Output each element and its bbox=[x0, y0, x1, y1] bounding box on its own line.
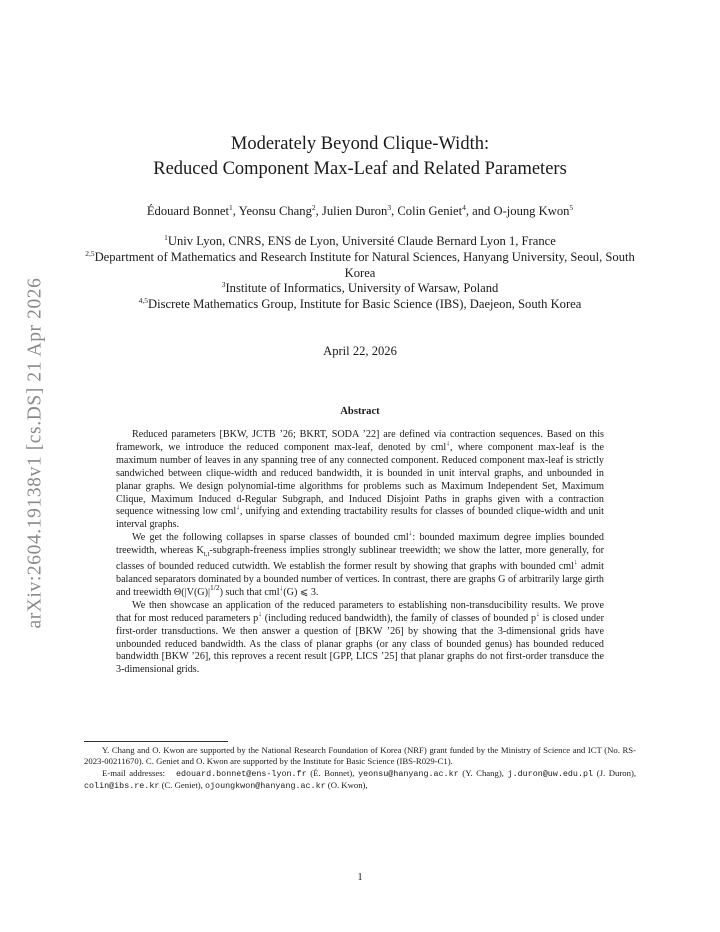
reduced-arrow: ↓ bbox=[574, 557, 578, 567]
author-affil-mark: 5 bbox=[569, 203, 574, 212]
footnote bbox=[84, 745, 636, 793]
email-owner: (É. Bonnet), bbox=[310, 767, 355, 778]
reduced-arrow: ↓ bbox=[258, 608, 262, 618]
email-owner: (J. Duron), bbox=[596, 767, 637, 778]
abstract-text: Reduced parameters [BKW, JCTB ’26; BKRT, SODA ’22] are defined via contraction sequences. Based on this framework, we introduce the reduced component max-leaf, denoted by cml bbox=[116, 429, 604, 453]
abstract-text: We then showcase an application of the reduced parameters to establishing non-transducibility results. We prove that for most reduced parameters p bbox=[116, 599, 604, 624]
exponent: 1/2 bbox=[210, 582, 220, 592]
abstract-text: -subgraph-freeness implies strongly sublinear treewidth; we show the latter, more generally, for classes of bounded reduced cutwidth. We establish the former result by showing that graphs with bounded cml bbox=[116, 545, 605, 573]
author-affil-mark: 4 bbox=[462, 203, 466, 212]
reduced-arrow: ↓ bbox=[536, 608, 540, 618]
affiliation-text: Institute of Informatics, University of Warsaw, Poland bbox=[225, 281, 499, 296]
paper-title-line-1: Moderately Beyond Clique-Width: bbox=[230, 134, 490, 154]
author-separator: , and bbox=[465, 204, 494, 218]
affiliation-text: Univ Lyon, CNRS, ENS de Lyon, Université Claude Bernard Lyon 1, France bbox=[167, 234, 556, 248]
affiliation-mark: 1 bbox=[164, 233, 168, 242]
reduced-arrow: ↓ bbox=[446, 437, 450, 447]
abstract-text: admit balanced separators dominated by a bounded number of vertices. In contrast, there are graphs G of arbitrarily large girth and treewidth Θ(|V(G)| bbox=[116, 561, 604, 598]
footnote-emails bbox=[84, 768, 636, 793]
affiliation-mark: 4,5 bbox=[138, 296, 149, 306]
author-affil-mark: 3 bbox=[387, 203, 392, 212]
affiliation bbox=[84, 250, 636, 282]
email-link[interactable]: ojoungkwon@hanyang.ac.kr bbox=[205, 781, 326, 792]
paper-date: April 22, 2026 bbox=[323, 344, 397, 358]
affiliation-text: Discrete Mathematics Group, Institute for Basic Science (IBS), Daejeon, South Korea bbox=[148, 297, 582, 312]
author-name: Yeonsu Chang bbox=[238, 204, 312, 218]
reduced-arrow: ↓ bbox=[279, 582, 284, 592]
email-link[interactable]: j.duron@uw.edu.pl bbox=[507, 768, 594, 779]
abstract-paragraph bbox=[116, 600, 604, 677]
author-name: Colin Geniet bbox=[397, 204, 463, 218]
abstract-text: (G) ⩽ 3. bbox=[283, 586, 319, 598]
abstract-text: ) such that cml bbox=[219, 586, 280, 598]
affiliation bbox=[84, 297, 636, 313]
abstract-text: We get the following collapses in sparse classes of bounded cml bbox=[132, 532, 409, 544]
affiliation-list bbox=[84, 234, 636, 313]
reduced-arrow: ↓ bbox=[408, 528, 413, 538]
abstract-text: , unifying and extending tractability results for classes of bounded clique-width and unit interval graphs. bbox=[116, 506, 604, 531]
abstract-paragraph bbox=[116, 429, 604, 532]
page-number: 1 bbox=[357, 872, 363, 883]
email-label: E-mail addresses: bbox=[102, 767, 165, 778]
arxiv-stamp-text: arXiv:2604.19138v1 [cs.DS] 21 Apr 2026 bbox=[25, 277, 46, 629]
author-separator: , bbox=[391, 204, 398, 218]
arxiv-stamp bbox=[22, 258, 50, 648]
paper-title-line-2: Reduced Component Max-Leaf and Related Parameters bbox=[153, 159, 567, 179]
abstract-heading: Abstract bbox=[340, 406, 380, 417]
author-affil-mark: 1 bbox=[229, 203, 233, 212]
author-name: Édouard Bonnet bbox=[146, 204, 230, 218]
email-link[interactable]: yeonsu@hanyang.ac.kr bbox=[358, 768, 459, 779]
affiliation bbox=[84, 281, 636, 297]
affiliation-mark: 3 bbox=[221, 280, 226, 290]
abstract-body bbox=[116, 429, 604, 677]
email-owner: (C. Geniet), bbox=[161, 780, 203, 791]
author-name: O-joung Kwon bbox=[493, 204, 570, 218]
email-link[interactable]: colin@ibs.re.kr bbox=[84, 781, 160, 792]
author-separator: , bbox=[315, 204, 322, 218]
subscript: t,t bbox=[203, 550, 210, 559]
footnote-funding: Y. Chang and O. Kwon are supported by the National Research Foundation of Korea (NRF) grant funded by the Ministry of Science and ICT (No. RS-2023-00211670). C. Geniet and O. Kwon are supported by the Institute for Basic Science (IBS-R029-C1). bbox=[84, 745, 636, 767]
abstract-text: : bounded maximum degree implies bounded treewidth, whereas K bbox=[116, 532, 604, 557]
author-affil-mark: 2 bbox=[311, 203, 316, 212]
affiliation-mark: 2,5 bbox=[85, 248, 95, 258]
abstract-paragraph bbox=[116, 528, 605, 600]
affiliation bbox=[84, 234, 636, 250]
author-name: Julien Duron bbox=[321, 204, 388, 218]
abstract-text: (including reduced bandwidth), the family of classes of bounded p bbox=[262, 612, 537, 624]
email-link[interactable]: edouard.bonnet@ens-lyon.fr bbox=[175, 768, 307, 779]
author-separator: , bbox=[232, 204, 239, 218]
reduced-arrow: ↓ bbox=[236, 502, 240, 512]
author-list bbox=[0, 204, 720, 219]
footnote-rule bbox=[84, 741, 228, 742]
email-owner: (Y. Chang), bbox=[462, 767, 504, 778]
email-owner: (O. Kwon), bbox=[327, 780, 368, 791]
abstract-text: is closed under first-order transductions. We then answer a question of [BKW ’26] by showing that the 3-dimensional grids have unbounded reduced bandwidth. As the class of planar graphs (or any class of bounded genus) has bounded reduced bandwidth [BKW ’26], this reproves a recent result [GPP, LICS ’25] that planar graphs do not first-order transduce the 3-dimensional grids. bbox=[116, 612, 604, 676]
affiliation-text: Department of Mathematics and Research Institute for Natural Sciences, Hanyang University, Seoul, South Korea bbox=[94, 249, 635, 280]
abstract-text: , where component max-leaf is the maximum number of leaves in any spanning tree of any connected component. Reduced component max-leaf is strictly sandwiched between clique-width and reduced bandwidth, it is bounded in unit interval graphs, and unbounded in planar graphs. We design polynomial-time algorithms for problems such as Maximum Independent Set, Maximum Clique, Maximum Induced d-Regular Subgraph, and Induced Disjoint Paths in graphs given with a contraction sequence witnessing low cml bbox=[116, 441, 604, 518]
